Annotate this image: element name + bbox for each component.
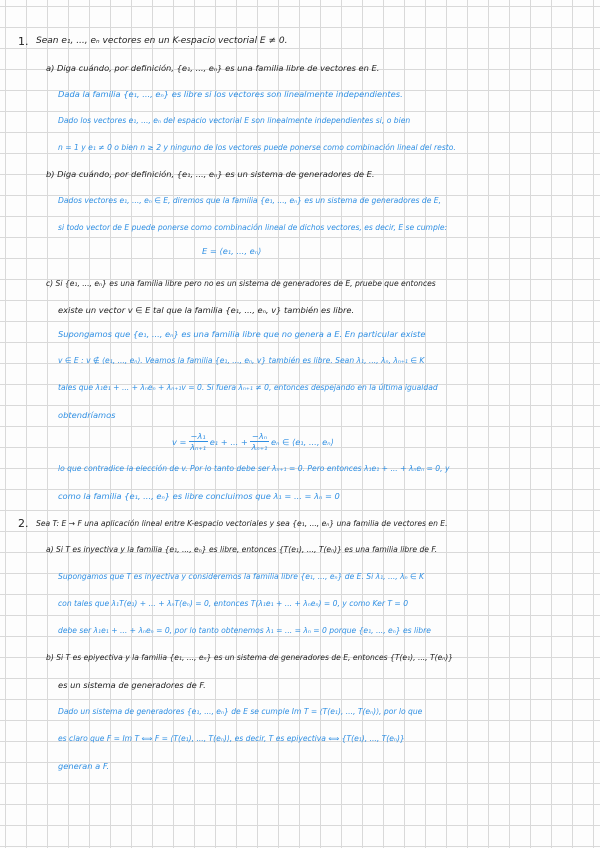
formula-middle: e₁ + ... + (209, 436, 248, 447)
answer-1c-line-1: Supongamos que {e₁, ..., eₙ} es una familia libre que no genera a E. En particular existe (58, 329, 426, 339)
question-1c-prompt-line-2: existe un vector v ∈ E tal que la familia {e₁, ..., eₙ, v} también es libre. (58, 305, 355, 315)
question-1b-prompt: b) Diga cuándo, por definición, {e₁, ..., eₙ} es un sistema de generadores de E. (46, 169, 375, 179)
fraction-2-denominator: λₙ₊₁ (251, 442, 268, 453)
question-2b-prompt-line-1: b) Si T es epiyectiva y la familia {e₁, ..., eₙ} es un sistema de generadores de E, entonces {T(e₁), ..., T(eₙ)} (46, 653, 454, 662)
answer-1c-conclusion-line-2: como la familia {e₁, ..., eₙ} es libre concluimos que λ₁ = ... = λₙ = 0 (58, 491, 340, 501)
answer-2b-line-2: es claro que F = Im T ⟺ F = ⟨T(e₁), ..., T(eₙ)⟩, es decir, T es epiyectiva ⟺ {T(e₁), ..., T(eₙ)} (58, 734, 405, 743)
answer-1a-line-1: Dada la familia {e₁, ..., eₙ} es libre si los vectores son linealmente independientes. (58, 89, 403, 99)
answer-1c-line-2: v ∈ E : v ∉ ⟨e₁, ..., eₙ⟩. Veamos la familia {e₁, ..., eₙ, v} también es libre. Sean λ₁, ..., λₙ, λₙ₊₁ ∈ K (58, 356, 425, 365)
answer-1b-line-1: Dados vectores e₁, ..., eₙ ∈ E, diremos que la familia {e₁, ..., eₙ} es un sistema de generadores de E, (58, 196, 442, 205)
answer-1b-line-2: si todo vector de E puede ponerse como combinación lineal de dichos vectores, es decir, E se cumple: (58, 223, 448, 232)
answer-1c-conclusion-line-1: lo que contradice la elección de v. Por lo tanto debe ser λₙ₊₁ = 0. Pero entonces λ₁e₁ + ... + λₙeₙ = 0, y (58, 464, 450, 473)
question-1-number: 1. (18, 35, 29, 48)
question-2a-prompt: a) Si T es inyectiva y la familia {e₁, ..., eₙ} es libre, entonces {T(e₁), ..., T(eₙ)} es una familia libre de F. (46, 545, 438, 554)
question-2b-prompt-line-2: es un sistema de generadores de F. (58, 680, 206, 690)
answer-1a-line-3: n = 1 y e₁ ≠ 0 o bien n ≥ 2 y ninguno de los vectores puede ponerse como combinación lineal del resto. (58, 143, 456, 152)
fraction-1-numerator: −λ₁ (190, 431, 206, 441)
answer-1c-formula (172, 432, 334, 452)
formula-fraction-2 (250, 432, 269, 452)
question-1a-prompt: a) Diga cuándo, por definición, {e₁, ..., eₙ} es una familia libre de vectores en E. (46, 63, 380, 73)
fraction-2-numerator: −λₙ (251, 431, 268, 441)
question-2-statement: Sea T: E → F una aplicación lineal entre K-espacio vectoriales y sea {e₁, ..., eₙ} una familia de vectores en E. (36, 519, 448, 528)
formula-lhs: v = (172, 436, 187, 447)
formula-fraction-1 (189, 432, 208, 452)
question-1-statement: Sean e₁, ..., eₙ vectores en un K-espacio vectorial E ≠ 0. (36, 36, 288, 46)
answer-2b-line-3: generan a F. (58, 761, 110, 771)
fraction-1-denominator: λₙ₊₁ (190, 442, 207, 453)
answer-1a-line-2: Dado los vectores e₁, ..., eₙ del espacio vectorial E son linealmente independientes si, o bien (58, 116, 411, 125)
answer-2a-line-3: debe ser λ₁e₁ + ... + λₙeₙ = 0, por lo tanto obtenemos λ₁ = ... = λₙ = 0 porque {e₁, ..., eₙ} es libre (58, 626, 431, 635)
answer-1c-line-3: tales que λ₁e₁ + ... + λₙeₙ + λₙ₊₁v = 0. Si fuera λₙ₊₁ ≠ 0, entonces despejando en la última igualdad (58, 383, 438, 392)
answer-2a-line-1: Supongamos que T es inyectiva y consideremos la familia libre {e₁, ..., eₙ} de E. Si λ₁, ..., λₙ ∈ K (58, 572, 425, 581)
question-2-number: 2. (18, 517, 29, 530)
answer-2a-line-2: con tales que λ₁T(e₁) + ... + λₙT(eₙ) = 0, entonces T(λ₁e₁ + ... + λₙeₙ) = 0, y como Ker T = 0 (58, 599, 409, 608)
answer-1b-line-3: E = ⟨e₁, ..., eₙ⟩ (202, 246, 262, 256)
formula-rhs: eₙ ∈ ⟨e₁, ..., eₙ⟩ (271, 436, 334, 447)
answer-1c-line-4: obtendríamos (58, 410, 116, 420)
answer-2b-line-1: Dado un sistema de generadores {e₁, ..., eₙ} de E se cumple Im T = ⟨T(e₁), ..., T(eₙ)⟩, por lo que (58, 707, 423, 716)
question-1c-prompt-line-1: c) Si {e₁, ..., eₙ} es una familia libre pero no es un sistema de generadores de E, pruebe que entonces (46, 279, 436, 288)
